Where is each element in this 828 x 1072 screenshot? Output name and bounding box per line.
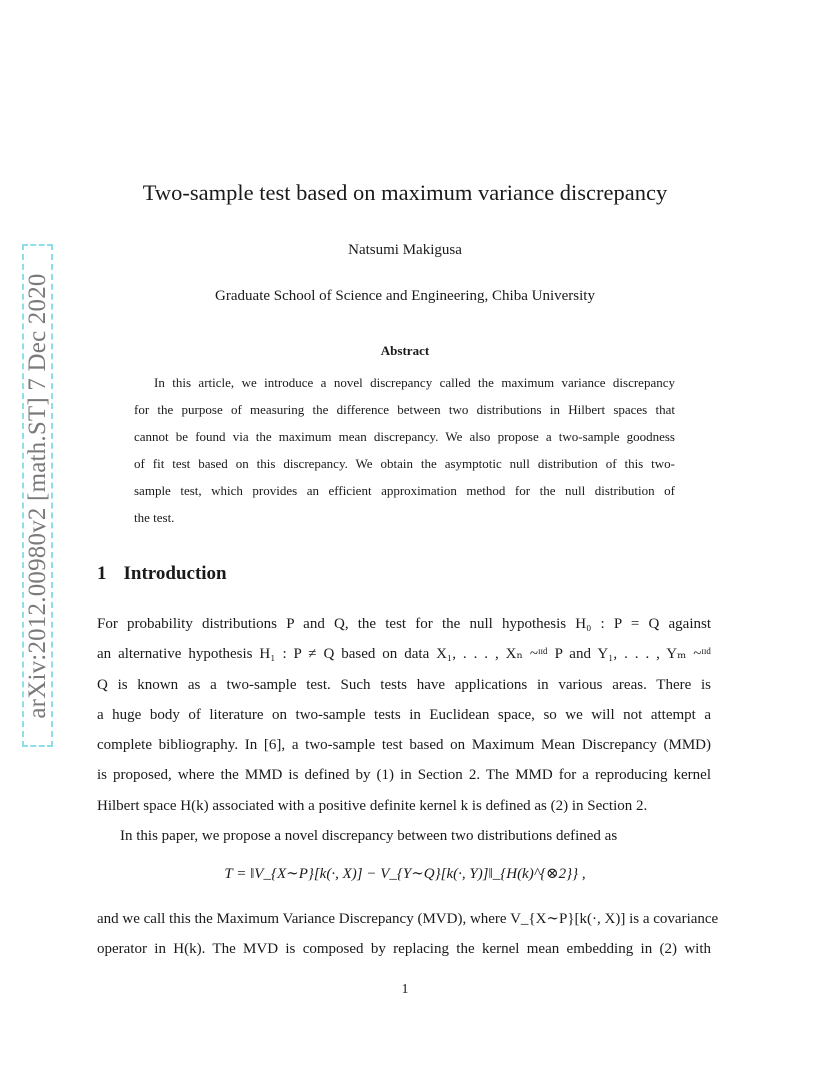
arxiv-id: arXiv:2012.00980v2 [math.ST] 7 Dec 2020 xyxy=(23,272,51,719)
abstract-line: the test. xyxy=(134,510,175,526)
abstract-heading: Abstract xyxy=(380,343,430,358)
arxiv-stamp xyxy=(22,244,53,747)
abstract-line: of fit test based on this discrepancy. We obtain the asymptotic null distribution of this two- xyxy=(134,456,675,472)
body-line: Q is known as a two-sample test. Such tests have applications in various areas. There is xyxy=(97,676,711,693)
abstract-line: sample test, which provides an efficient approximation method for the null distribution of xyxy=(134,483,675,499)
section-number: 1 xyxy=(97,563,107,584)
body-line: is proposed, where the MMD is defined by (1) in Section 2. The MMD for a reproducing kernel xyxy=(97,767,711,784)
abstract-line: In this article, we introduce a novel discrepancy called the maximum variance discrepancy xyxy=(154,375,675,390)
body-line: operator in H(k). The MVD is composed by replacing the kernel mean embedding in (2) with xyxy=(97,941,711,958)
body-line: a huge body of literature on two-sample tests in Euclidean space, so we will not attempt a xyxy=(97,706,711,723)
body-line: an alternative hypothesis H₁ : P ≠ Q based on data X₁, . . . , Xₙ ~ᶦᶦᵈ P and Y₁, . . . , Yₘ ~ᶦᶦᵈ xyxy=(97,646,711,663)
abstract-line: cannot be found via the maximum mean discrepancy. We also propose a two-sample goodness xyxy=(134,429,675,445)
body-line: In this paper, we propose a novel discrepancy between two distributions defined as xyxy=(120,828,618,845)
abstract-line: for the purpose of measuring the difference between two distributions in Hilbert spaces that xyxy=(134,402,675,418)
page-number: 1 xyxy=(401,982,409,997)
abstract-body xyxy=(134,369,675,532)
paper-title: Two-sample test based on maximum variance discrepancy xyxy=(142,180,668,205)
body-line: and we call this the Maximum Variance Discrepancy (MVD), where V_{X∼P}[k(·, X)] is a covariance xyxy=(97,911,719,927)
section-heading xyxy=(97,563,227,585)
intro-paragraph xyxy=(97,609,711,851)
equation-mvd: T = ‖V_{X∼P}[k(·, X)] − V_{Y∼Q}[k(·, Y)]‖_{H(k)^{⊗2}} , xyxy=(224,866,586,882)
body-line: Hilbert space H(k) associated with a positive definite kernel k is defined as (2) in Section 2. xyxy=(97,797,648,814)
author-name: Natsumi Makigusa xyxy=(348,242,462,258)
body-paragraph xyxy=(97,904,719,965)
body-line: For probability distributions P and Q, the test for the null hypothesis H₀ : P = Q against xyxy=(97,616,711,632)
body-line: complete bibliography. In [6], a two-sample test based on Maximum Mean Discrepancy (MMD) xyxy=(97,737,711,754)
author-affiliation: Graduate School of Science and Engineering, Chiba University xyxy=(215,288,595,304)
section-title: Introduction xyxy=(123,563,227,584)
